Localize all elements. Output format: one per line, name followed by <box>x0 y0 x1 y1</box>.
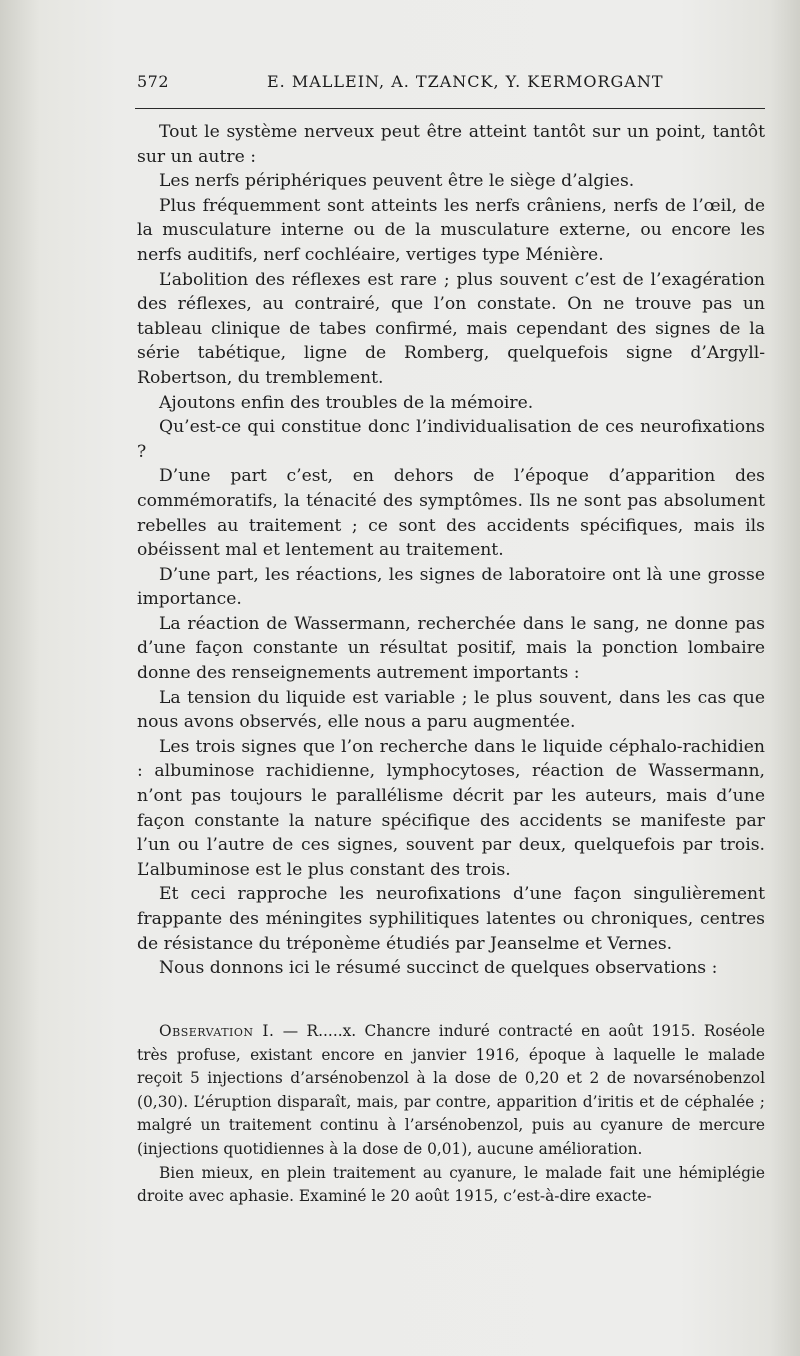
paragraph: La tension du liquide est variable ; le plus souvent, dans les cas que nous avons observés, elle nous a paru augmentée. <box>137 687 765 733</box>
paragraph: Les trois signes que l’on recherche dans le liquide céphalo-rachidien : albuminose rachidienne, lymphocytoses, réaction de Wassermann, n’ont pas toujours le parallélisme décrit par les auteurs, mais d’une façon constante la nature spécifique des accidents se manifeste par l’un ou l’autre de ces signes, souvent par deux, quelquefois par trois. L’albuminose est le plus constant des trois. <box>137 736 765 880</box>
observation-continuation: Bien mieux, en plein traitement au cyanure, le malade fait une hémiplégie droite avec aphasie. Examiné le 20 août 1915, c’est-à-dire exacte- <box>137 1163 765 1206</box>
paragraph: L’abolition des réflexes est rare ; plus souvent c’est de l’exagération des réflexes, au contrairé, que l’on constate. On ne trouve pas un tableau clinique de tabes confirmé, mais cependant des signes de la série tabétique, ligne de Romberg, quelquefois signe d’Argyll-Robertson, du tremblement. <box>137 269 765 388</box>
observation-paragraph <box>137 1020 765 1162</box>
paragraph: Et ceci rapproche les neurofixations d’une façon singulièrement frappante des méningites syphilitiques latentes ou chroniques, centres de résistance du tréponème étudiés par Jeanselme et Vernes. <box>137 884 765 954</box>
paragraph: Nous donnons ici le résumé succinct de quelques observations : <box>159 958 718 979</box>
header-rule <box>135 108 765 109</box>
paragraph: D’une part, les réactions, les signes de laboratoire ont là une grosse importance. <box>137 564 765 610</box>
observation-section <box>137 1020 765 1209</box>
paragraph: D’une part c’est, en dehors de l’époque d’apparition des commémoratifs, la ténacité des symptômes. Ils ne sont pas absolument rebelles au traitement ; ce sont des accidents spécifiques, mais ils obéissent mal et lentement au traitement. <box>137 466 765 561</box>
paragraph: Tout le système nerveux peut être atteint tantôt sur un point, tantôt sur un autre : <box>137 122 765 167</box>
page-number: 572 <box>137 72 170 91</box>
paragraph: Qu’est-ce qui constitue donc l’individualisation de ces neurofixations ? <box>137 417 765 462</box>
paragraph: Les nerfs périphériques peuvent être le siège d’algies. <box>159 171 635 192</box>
running-title: E. MALLEIN, A. TZANCK, Y. KERMORGANT <box>267 72 664 91</box>
paragraph: Plus fréquemment sont atteints les nerfs crâniens, nerfs de l’œil, de la musculature interne ou de la musculature externe, ou encore les nerfs auditifs, nerf cochléaire, vertiges type Ménière. <box>137 195 765 265</box>
page-header <box>137 72 765 98</box>
observation-text: — R.....x. Chancre induré contracté en août 1915. Roséole très profuse, existant encore en janvier 1916, époque à laquelle le malade reçoit 5 injections d’arsénobenzol à la dose de 0,20 et 2 de novarsénobenzol (0,30). L’éruption disparaît, mais, par contre, apparition d’iritis et de céphalée ; malgré un traitement continu à l’arsénobenzol, puis au cyanure de mercure (injections quotidiennes à la dose de 0,01), aucune amélioration. <box>137 1022 766 1158</box>
main-text <box>137 120 765 981</box>
paragraph: Ajoutons enfin des troubles de la mémoire. <box>159 392 534 413</box>
observation-label: Observation I. <box>159 1022 275 1040</box>
paragraph: La réaction de Wassermann, recherchée dans le sang, ne donne pas d’une façon constante un résultat positif, mais la ponction lombaire donne des renseignements autrement importants : <box>137 613 765 684</box>
